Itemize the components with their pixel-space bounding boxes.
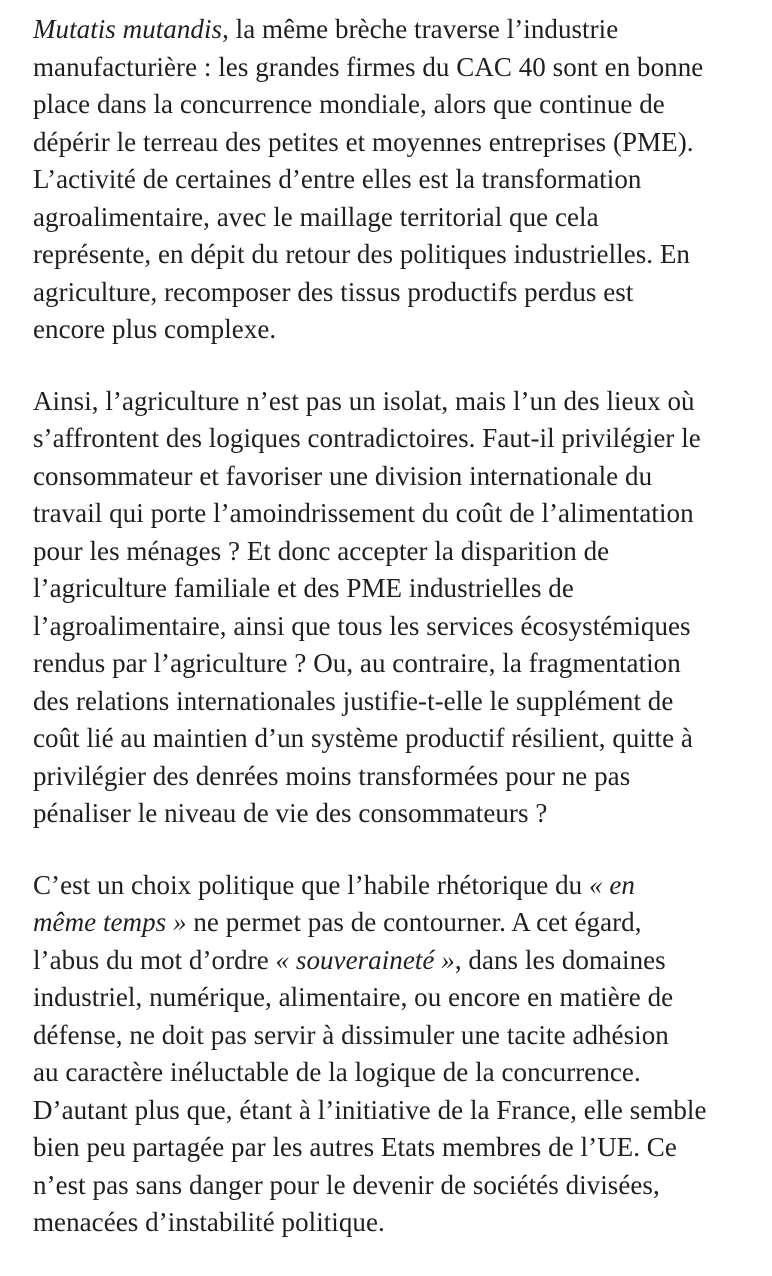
text-run: , dans les domaines bbox=[454, 944, 666, 975]
text-run: n’est pas sans danger pour le devenir de sociétés divisées, bbox=[33, 1169, 660, 1200]
text-run: menacées d’instabilité politique. bbox=[33, 1207, 385, 1237]
text-line bbox=[33, 124, 753, 162]
text-line bbox=[33, 420, 753, 458]
article-paragraph bbox=[33, 11, 753, 349]
text-run: défense, ne doit pas servir à dissimuler une tacite adhésion bbox=[33, 1019, 669, 1050]
text-run: pénaliser le niveau de vie des consommateurs ? bbox=[33, 798, 548, 828]
text-run: dépérir le terreau des petites et moyennes entreprises (PME). bbox=[33, 126, 694, 157]
text-run: au caractère inéluctable de la logique de la concurrence. bbox=[33, 1057, 641, 1087]
text-line bbox=[33, 199, 753, 237]
italic-text: même temps » bbox=[33, 907, 187, 937]
text-run: D’autant plus que, étant à l’initiative de la France, elle semble bbox=[33, 1094, 707, 1125]
text-line bbox=[33, 533, 753, 571]
article-paragraph bbox=[33, 383, 753, 833]
text-line bbox=[33, 867, 753, 905]
text-line bbox=[33, 1092, 753, 1130]
text-line bbox=[33, 942, 753, 980]
text-line bbox=[33, 274, 753, 312]
text-line bbox=[33, 495, 753, 533]
text-run: bien peu partagée par les autres Etats membres de l’UE. Ce bbox=[33, 1132, 677, 1162]
text-line bbox=[33, 608, 753, 646]
text-line bbox=[33, 1017, 753, 1055]
text-line bbox=[33, 1054, 753, 1092]
text-run: privilégier des denrées moins transformées pour ne pas bbox=[33, 760, 631, 791]
text-run: l’agroalimentaire, ainsi que tous les services écosystémiques bbox=[33, 610, 691, 641]
text-run: des relations internationales justifie-t-elle le supplément de bbox=[33, 685, 674, 716]
text-line bbox=[33, 86, 753, 124]
text-line bbox=[33, 161, 753, 199]
text-line bbox=[33, 11, 753, 49]
text-run: pour les ménages ? Et donc accepter la disparition de bbox=[33, 535, 610, 566]
text-run: C’est un choix politique que l’habile rhétorique du bbox=[33, 869, 589, 900]
text-line bbox=[33, 236, 753, 274]
text-run: place dans la concurrence mondiale, alors que continue de bbox=[33, 89, 665, 119]
text-line bbox=[33, 1167, 753, 1205]
text-line bbox=[33, 683, 753, 721]
text-run: rendus par l’agriculture ? Ou, au contraire, la fragmentation bbox=[33, 648, 681, 678]
article-paragraph bbox=[33, 867, 753, 1242]
text-run: ne permet pas de contourner. A cet égard, bbox=[186, 907, 642, 937]
italic-text: Mutatis mutandis bbox=[33, 14, 223, 44]
text-run: industriel, numérique, alimentaire, ou encore en matière de bbox=[33, 982, 674, 1012]
text-line bbox=[33, 720, 753, 758]
text-run: représente, en dépit du retour des politiques industrielles. En bbox=[33, 239, 690, 269]
text-line bbox=[33, 1204, 753, 1242]
text-line bbox=[33, 758, 753, 796]
text-line bbox=[33, 795, 753, 833]
text-run: travail qui porte l’amoindrissement du coût de l’alimentation bbox=[33, 498, 694, 528]
text-line bbox=[33, 979, 753, 1017]
text-line bbox=[33, 458, 753, 496]
italic-text: « souveraineté » bbox=[275, 944, 455, 975]
text-run: Ainsi, l’agriculture n’est pas un isolat, mais l’un des lieux où bbox=[33, 385, 695, 416]
text-run: l’abus du mot d’ordre bbox=[33, 944, 276, 975]
text-run: , la même brèche traverse l’industrie bbox=[222, 14, 619, 44]
text-line bbox=[33, 383, 753, 421]
text-line bbox=[33, 570, 753, 608]
text-run: agriculture, recomposer des tissus productifs perdus est bbox=[33, 276, 634, 307]
text-line bbox=[33, 645, 753, 683]
text-run: encore plus complexe. bbox=[33, 314, 277, 344]
text-run: manufacturière : les grandes firmes du CAC 40 sont en bonne bbox=[33, 51, 704, 82]
text-run: l’agriculture familiale et des PME industrielles de bbox=[33, 573, 574, 603]
text-run: s’affrontent des logiques contradictoires. Faut-il privilégier le bbox=[33, 423, 701, 453]
article-body bbox=[33, 11, 753, 1276]
text-run: consommateur et favoriser une division internationale du bbox=[33, 460, 653, 491]
text-run: L’activité de certaines d’entre elles est la transformation bbox=[33, 164, 642, 194]
text-run: agroalimentaire, avec le maillage territorial que cela bbox=[33, 201, 599, 232]
text-line bbox=[33, 904, 753, 942]
text-run: coût lié au maintien d’un système productif résilient, quitte à bbox=[33, 723, 693, 753]
text-line bbox=[33, 49, 753, 87]
text-line bbox=[33, 1129, 753, 1167]
italic-text: « en bbox=[588, 869, 635, 900]
text-line bbox=[33, 311, 753, 349]
